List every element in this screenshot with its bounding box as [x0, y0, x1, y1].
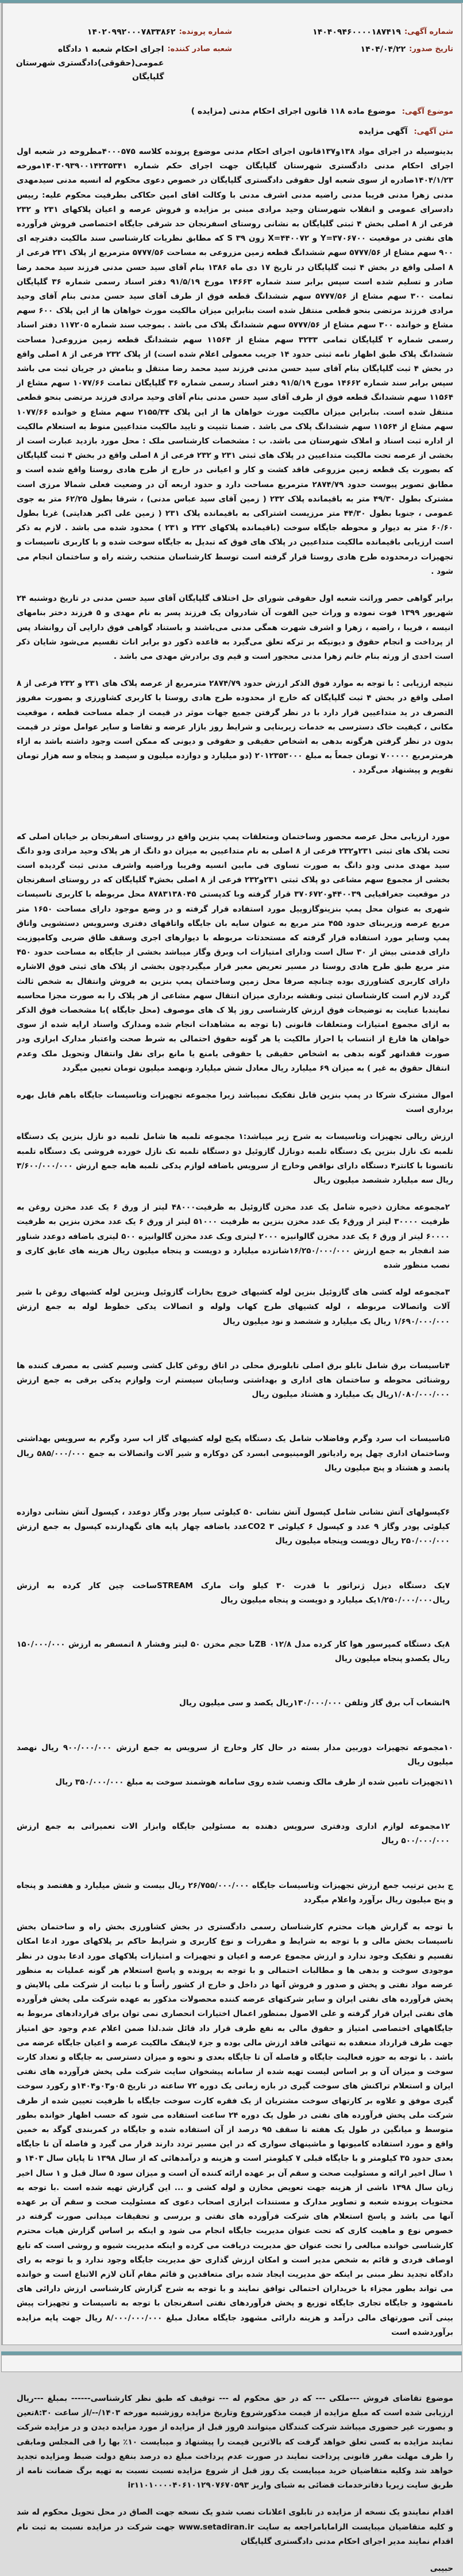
notice-body: [3, 145, 461, 2576]
next-notice-panel: [1, 2355, 462, 2372]
equipment-item: ۱۲مجموعه لوازم اداری ودفتری سرویس دهنده به مسئولین جایگاه وابزار الات تعمیراتی به جمع ارزش ۵۰۰/۰۰۰/۰۰۰ ریال: [17, 1822, 450, 1846]
paragraph-expert-report: با توجه به گزارش هیات محترم کارشناسان رسمی دادگستری در بخش کشاورزی بخش راه و ساختمان بخش تاسیسات بخش مالی و با توجه به شرایط و مقررات و نوع کاربری و شرایط حاکم بر پلاکهای مورد ادعا امکان تقسیم و تفکیک وجود ندارد و ارزش مجموع عرصه و اعیان و تجهیزات و امتیازات پلاکهای مورد ادعا بدون در نظر موجودی سوخت و بدهی ها و مطالبات احتمالی و با توجه به پرونده و پاسخ استعلام هر گونه عملیات به منظور عرضه مواد نفتی و پخش و صدور و فروش آنها در داخل و خارج از کشور رأساً و با نیابت از شرکت ملی پالایش و پخش فرآورده های نفتی ایران و سایر شرکتهای عرضه کننده محصولات مذکور به عهده شرکت ملی پخش فرآورده های نفتی ایران قرار گرفته و علی الاصول بمنظور اعمال اختیارات انحصاری نمی توان برای قراردادهای مربوط به جایگاههای اختصاصی امتیاز و حقوق مالی به نفع طرف قرار داد قائل شد.لذا ضمن اعلام عدم وجود حق امتیاز جهت طرف قرارداد منعقده به تنهائی فاقد ارزش مالی بوده و جزء لاینفک مالکیت عرصه و اعیان جایگاه عرضه می باشد . با توجه به حوزه فعالیت جایگاه و فاصله آن تا جایگاه بعدی و نحوه و میزان دسترسی به جایگاه و تعداد کارت سوخت و میزان آن و بر اساس لیست تهیه شده از سامانه پیشخوان سایت شرکت ملی پخش فرآورده های نفتی ایران و استعلام تراکنش های سوخت گیری در بازه زمانی یک دوره ۷۲ ساعته در تاریخ ۰۵و۰۳و۱۴۰۴و رکورد سوخت گیری موفق و علاوه بر کارتهای سوخت مشتریان از یک فقره کارت سوخت جایگاه با ظرفیت تعیین شده از طرف شرکت ملی پخش فرآورده های نفتی در طول یک دوره ۲۴ ساعت استفاده می شود که حسب اظهار خوانده بطور متوسط و میانگین در طول یک هفته تا سقف ۹۵ درصد از آن استفاده شده و جایگاه در کمربندی گوگد به خمین واقع و مورد استفاده کامیونها و ماشینهای سواری که در این مسیر تردد دارند قرار می گیرد و فاصله آن تا جایگاه بعدی حدود ۳۵ کیلومتر و با جایگاه قبلی ۷ کیلومتر است و هزینه و درآمدهائی که از سال ۱۳۹۸ تا پایان سال ۱۴۰۳ و ۱ سال اخیر ارائه و مسئولیت صحت و سقم آن بر عهده ارائه کننده آن است و میزان سود ۵ سال قبل و ۱ سال اخیر زیان سال ۱۳۹۸ ناشی از هزینه جهت تعویض مخازن و لوله کشی و ... این گزارش تهیه شده است .با توجه به محتویات پرونده شعبه و تصاویر مدارک و مستندات ابرازی اصحاب دعوی که مسئولیت صحت و سقم آن بر عهده آنها می باشد و پاسخ استعلام های شرکت فرآورده های نفتی و بررسی و تحقیقات میدانی صورت گرفته در خصوص نوع و ماهیت کاری که تحت عنوان مدیریت جایگاه انجام می شود و اینکه بر اساس گزارش هیات محترم کارشناسی خوانده مبالغی را تحت عنوان حق مدیریت دریافت می کرده و اینکه مدیریت شیوه و روشی است که تابع اوصاف فردی و قائم به شخص مدیر است و امکان ارزش گذاری حق مدیریت جایگاه وجود ندارد و با توجه به رای دادگاه تجدید نظر مبنی بر اینکه حق مدیریت ایجاد شده برای متعاقدین و قائم مقام آنان لازم الاتباع است و خوانده می تواند بطور مجزاء با خریداران احتمالی توافق نمایند و با توجه به شرح گزارش کارشناسی ارزش دارائی های نامشهود و جایگاه تجاری جایگاه توزیع و پخش فرآوردهای نفتی اسفرنجان با توجه به تاسیسات و تجهیزات پیش بینی آتی صورتهای مالی درآمد و هزینه دارائی مشهود جایگاه معادل مبلغ ۸/۰۰۰/۰۰۰/۰۰۰ ریال جهت پایه مزایده برآوردشده است: [17, 1922, 454, 2337]
case-number-label: شماره پرونده:: [179, 28, 232, 36]
issue-date-value: ۱۴۰۴/۰۴/۲۲: [360, 45, 406, 54]
paragraph-property-description: بدینوسیله در اجرای مواد ۱۳۸و۱۳۷قانون اجرای احکام مدنی موضوع پرونده کلاسه ۴۰۰۰۵۷۵مطروحه در شعبه اول اجرای احکام مدنی دادگستری شهرستان گلپایگان جهت اجرای حکم شماره ۱۴۰۳۰۹۳۹۰۰۱۴۲۳۵۳۴۱مورخه ۱۴۰۴/۱/۲۳صادره از سوی شعبه اول حقوقی دادگستری گلپایگان در خصوص دعوی محکوم له انسیه مدنی سیدمهدی مدنی زهرا مدنی فریبا مدنی راضیه مدنی اشرف مدنی با وکالت اقای امین حکاکی بطرفیت محکوم علیه: رییس دادسرای عمومی و انقلاب شهرستان وحید مرادی مبنی بر مزایده و فروش عرصه و اعیان پلاکهای ۲۳۱ و ۲۳۲ فرعی از ۸ اصلی بخش ۴ ثبتی گلپایگان به نشانی روستای اسفرنجان حد شرقی جایگاه اختصاصی فروش فرآورده های نفتی در موقعیت ۳۷۰۶۷۰۰=Y و ۴۴۰۰۷۲=X زون ۳۹ S که مطابق نظریات کارشناسی سند مالکیت دفترچه ای ۹۰۰ سهم مشاع از ۵۷۷۷/۵۶ سهم ششدانگ قطعه زمین مزروعی به مساحت ۵۷۷۷/۵۶ مترمربع از پلاک ۲۳۱ فرعی از ۸ اصلی واقع در بخش ۴ ثبت گلپایگان در تاریخ ۱۷ دی ماه ۱۳۸۶ بنام آقای سید حسن مدنی فرزند سید محمد رضا صادر و تسلیم شده است سپس برابر سند شماره ۱۴۶۶۳ مورخ ۹۱/۵/۱۹ دفتر اسناد رسمی شماره ۳۶ گلپایگان تمامت ۳۰۰ سهم مشاع از ۵۷۷۷/۵۶ سهم ششدانگ قطعه فوق از طرف آقای سید حسن مدنی بنام آقای وحید مرادی فرزند مرتضی بنحو قطعی منتقل شده است بنابراین میزان مالکیت مورث خواهان ها از این پلاک ۶۰۰ سهم مشاع و خوانده ۳۰۰ سهم مشاع از ۵۷۷۷/۵۶ سهم ششدانگ پلاک می باشد . بموجب سند شماره ۱۱۷۲۰۵ دفتر اسناد رسمی شماره ۲ گلپایگان تمامی ۳۲۳۳ سهم مشاع از ۱۱۵۶۴ سهم ششدانگ قطعه زمین مزروعی( مساحت ششدانگ پلاک طبق اظهار نامه ثبتی حدود ۱۴ جریب معمولی اعلام شده است) از پلاک ۲۳۲ فرعی از ۸ اصلی واقع در بخش ۴ ثبت گلپایگان بنام آقای سید حسن مدنی فرزند سید محمد رضا منتقل و بنامش در جریان ثبت می باشد سپس برابر سند شماره ۱۴۶۶۲ مورخ ۹۱/۵/۱۹ دفتر اسناد رسمی شماره ۳۶ گلپایگان تمامت ۱۰۷۷/۶۶ سهم مشاع از ۱۱۵۶۴ سهم ششدانگ قطعه فوق از طرف آقای سید حسن مدنی بنام آقای وحید مرادی فرزند مرتضی بنحو قطعی منتقل شده است. بنابراین میزان مالکیت مورث خواهان ها از این پلاک ۲۱۵۵/۳۴ سهم مشاع و خوانده ۱۰۷۷/۶۶ سهم مشاع از ۱۱۵۶۴ سهم ششدانگ پلاک می باشد . ضمنا تثبیت و تایید مالکیت متداعیین منوط به استعلام مالکیت از اداره ثبت اسناد و املاک شهرستان می باشد. ب : مشخصات کارشناسی ملک : محل مورد بازدید عبارت است از بخشی از عرصه تحت مالکیت متداعیین در پلاک های ثبتی ۲۳۱ و ۲۳۲ فرعی از ۸ اصلی واقع در بخش ۴ ثبت گلپایگان که بصورت یک قطعه زمین مزروعی فاقد کشت و کار و اعیانی در خارج از طرح هادی روستا واقع شده است و مطابق تصویر پیوست حدود ۲۸۷۴/۷۹ مترمربع مساحت دارد و حدود اربعه آن در وضعیت فعلی شمالا مرزی است مشترک بطول ۴۹/۳۰ متر به باقیمانده پلاک ۲۳۲ ( زمین آقای سید عباس مدنی) ، شرقا بطول ۶۲/۲۵ متر به جوی عمومی ، جنوبا بطول ۴۴/۳۰ متر مرزیست اشتراکی به باقیمانده پلاک ۲۳۱ ( زمین علی اکبر هدایتی) غربا بطول ۶۰/۶۰ متر به دیوار و محوطه جایگاه سوخت (باقیمانده پلاکهای ۲۳۲ و ۲۳۱ ) محدود شده می باشد . لازم به ذکر است ارزیابی باقیمانده مالکیت متداعیین در پلاک های فوق که تبدیل به جایگاه سوخت شده و با کاربری تاسیسات و تجهیزات درمحدوده طرح هادی روستا قرار گرفته است توسط کارشناسان منتخب رشته راه و ساختمان انجام می شود .: [17, 147, 454, 576]
notice-text-heading: [3, 125, 461, 139]
equipment-item: ۷یک دستگاه دیزل ژنراتور با قدرت ۳۰ کیلو وات مارک STREAMساخت چین کار کرده به ارزش ریال۱/۲۵۰/۰۰۰/۰۰۰یک میلیارد و دویست و پنجاه میلیون ریال: [17, 1581, 450, 1605]
signature: حبیبی: [430, 2564, 453, 2574]
issuer: [11, 43, 232, 84]
issuer-label: شعبه صادر کننده:: [167, 45, 232, 53]
case-number: [11, 25, 232, 39]
paragraph-equipment-value: ارزش ریالی تجهیزات وتاسیسات به شرح زیر میباشد:۱ مجموعه تلمبه ها شامل تلمبه دو نازل بنزین یک دستگاه تلمبه تک نازل بنزین یک دستگاه تلمبه دونازل گازوئیل دو دستگاه تلمبه تک نازل خورده فروشی یک دستگاه تلمبه تاتسونا با کانتر۴ دستگاه دارای نواقص وخارج از سرویس باضافه لوازم یدکی تلمبه هابه جمع ارزش ۳/۶۰۰/۰۰۰/۰۰۰ ریال سه میلیارد ششصد میلیون ریال: [17, 1132, 453, 1185]
paragraph-auction-terms: موضوع تقاضای فروش ---ملکی --- که در حق محکوم له --- توقیف که طبق نظر کارشناسی------ بمبلغ ---ریال ارزیابی شده است که مبلغ مزایده از قیمت مذکورشروع وتاریخ مزایده روزشنبه مورخه ۱۴۰۳/--/از ساعت ۸:۳۰تعین و بصورت غیر حضوری میباشد شرکت کنندگان میتوانند ۵روز قبل از مزایده از مورد مزایده دیدن و در مزایده شرکت نمایند مزایده به کسی تعلق خواهد گرفت که بالاترین قیمت را پیشنهاد و میبایست ۱۰٪ بها را فی المجلس ومابقی را ظرف مهلت مقرر قانونی پرداخت نمایند در صورت عدم پرداخت مبلغ ده درصد بنفع دولت ضبط ومزایده تجدید خواهد شد وکلیه متقاضیان خرید میبایست یک روز قبل از شروع مزایده نسبت نسبت به تهیه برگ ضمانت نامه از طریق سایت زیریا دفاترخدمات قضائی به شبای واریز ir۱۱۰۱۰۰۰۰۴۰۶۱۰۱۲۹۰۷۶۷۰۵۹۳: [17, 2393, 453, 2490]
subject-value: موضوع ماده ۱۱۸ قانون اجرای احکام مدنی (مزایده ): [191, 107, 396, 116]
paragraph-station-valuation: مورد ارزیابی محل عرصه محصور وساختمان ومتعلقات پمپ بنزین واقع در روستای اسفرنجان بر خیابان اصلی که تحت پلاک های ثبتی ۲۳۱و۲۳۲ فرعی از ۸ اصلی به نام متداعیین به میزان دو دانگ از هر پلاک وحید مرادی ودو دانگ سید مهدی مدنی ودو دانگ به صورت تساوی فی مابین انسیه وفریبا وراضیه واشرف مدنی ثبت گردیده است بخشی از مجموع سهم مشاعی دو پلاک ثبتی ۲۳۱و۲۳۲ فرعی از ۸ اصلی بخش۴ گلپایگان که در روستای اسفرنجان در موقعیت جغرافیایی ۴۴۰۰۳۹و۳۷۰۶۷۲۰ قرار گرفته وبا کدپستی ۸۷۸۳۱۳۸۰۴۵ محل مربوطه با کاربری تاسیسات شهری به عنوان محل پمپ بنزینوگازوییل مورد استفاده قرار گرفته و در وضع موجود دارای مساحت ۱۶۵۰ متر مربع عرصه وزیربنای حدود ۴۵۵ متر مربع به عنوان سایه بان جایگاه واتاقهای دفتری وسرویس دستشویی واتاق پمپ وسایر مورد استفاده قرار گرفته که مستحدثات مربوطه با دیوارهای اجری وسقف طاق ضربی وکامپوزیت دارای قدمتی بیش از ۳۰ سال است ودارای امتیازات اب وبرق وگاز میباشد بخشی از جایگاه به مساحت حدود ۴۵۰ متر مربع طبق طرح هادی روستا در مسیر تعریض معبر قرار میگیردچون بخشی از پلاک های ثبتی فوق الاشاره دارای کاربری کشاورزی بوده چنانچه صرفا محل زمین وساختمان پمپ بنزین به فروش وانتقال به شخص ثالث گردد لازم است کارشناسان ثبتی ونقشه برداری میزان انتقال سهم مشاعی از هر پلاک را به صورت مجزا محاسبه نمایندبا عنایت به توضیحات فوق ارزش کارشناسی روز پلا ک های موصوف (محل جایگاه )با مشخصات فوق الذکر به ازای مجموع امتیازات ومتعلقات قانونی (با توجه به مشاهدات انجام شده ومدارک واسناد ارایه شده از سوی خواهان ها فارغ از انتساب یا احراز مالکیت یا هر گونه حقوق احتمالی به شرط صحت واعتبار مدارک ابرازی ودر صورت فقدانهر گونه بدهی به اشخاص حقیقی یا حقوقی یامنع یا مانع برای نقل وانتقال وتحویل ملک وعدم انتقال حقوق به غیر ) به میزان ۶۹ میلیارد ریال معادل شش میلیارد ونهصد میلیون تومان تعیین میگردد: [17, 832, 450, 1073]
equipment-item: ۹انشعاب آب برق گاز وتلفن ۱۳۰/۰۰۰/۰۰۰ریال یکصد و سی میلیون ریال: [179, 1698, 450, 1708]
text-title: آگهی مزایده: [358, 127, 408, 136]
case-number-value: ۱۴۰۲۰۹۹۲۰۰۰۷۸۳۳۸۶۲: [87, 28, 176, 37]
notice-subject: [3, 105, 461, 119]
paragraph-total-equipment-value: ج بدین ترتیب جمع ارزش تجهیزات وتاسیسات جایگاه ۲۶/۷۵۵/۰۰۰/۰۰۰ ریال بیست و شش میلیارد و هفتصد و پنجاه و پنج میلیون ریال برآورد واعلام میگردد: [17, 1880, 453, 1905]
equipment-item: ۶کپسولهای آتش نشانی شامل کپسول آتش نشانی ۵۰ کیلوئی سیار پودر وگاز دوعدد ، کپسول آتش نشانی دوازده کیلوئی پودر وگاز ۹ عدد و کپسول ۶ کیلوئی CO2 ۳عدد باضافه چهار پایه های نگهدارنده کپسول به جمع ارزش ۲۵۰/۰۰۰/۰۰۰ ریال دویست وپنجاه میلیون ریال: [17, 1508, 450, 1546]
notice-number-value: ۱۴۰۴۰۹۴۶۰۰۰۰۱۸۷۴۱۹: [312, 28, 401, 37]
paragraph-joint-property: اموال مشترک شرکا در پمپ بنزین قابل تفکیک نمیباشد زیرا مجموعه تجهیزات وتاسیسات جایگاه باهم قابل بهره برداری است: [17, 1090, 453, 1115]
issuer-value: اجرای احکام شعبه ۱ دادگاه عمومی(حقوقی)دادگستری شهرستان گلپایگان: [16, 45, 164, 82]
issue-date: [232, 43, 453, 84]
notice-number-label: شماره آگهی:: [404, 28, 453, 36]
equipment-item: ۸یک دستگاه کمپرسور هوا کار کرده مدل ZB ۰۱۲/۸با حجم مخزن ۵۰ لیتر وفشار ۸ اتمسفر به ارزش ۱۵۰/۰۰۰/۰۰۰ ریال یکصدو پنجاه میلیون ریال: [17, 1640, 450, 1664]
paragraph-valuation-result: نتیجه ارزیابی : با توجه به موارد فوق الذکر ارزش حدود ۲۸۷۴/۷۹ مترمربع از عرصه پلاک های ۲۳۱ و ۲۳۲ فرعی از ۸ اصلی واقع در بخش ۴ ثبت گلپایگان که خارج از محدوده طرح هادی روستا با کاربری کشاورزی و بصورت مفروز التصرف در ید متداعیین قرار دارد با در نظر گرفتن جمیع جهات موثر در قیمت از جمله مساحت قطعه ، موقعیت مکانی ، کیفیت خاک دسترسی به خدمات زیربنایی و شرایط روز بازار عرضه و تقاضا و سایر عوامل موثر در قیمت بدون در نظر گرفتن هرگونه بدهی به اشخاص حقیقی و حقوقی و دیونی که ممکن است وجود داشته باشد به ازاء هرمترمربع ۷۰۰۰۰۰ تومان جمعاً به مبلغ ۲۰۱۲۳۵۳۰۰۰ (دو میلیارد و دوازده میلیون و سیصد و پنجاه و سه هزار تومان تقویم و پیشنهاد می‌گردد .: [17, 679, 453, 775]
notice-number: [232, 25, 453, 39]
issue-date-label: تاریخ صدور:: [409, 45, 453, 53]
notice-panel: [1, 3, 462, 2574]
header-row-1: [3, 25, 461, 39]
equipment-item: ۵تاسیسات اب سرد وگرم وفاضلاب شامل یک دستگاه پکیج لوله کشیهای گاز اب سرد وگرم به سرویس بهداشتی وساختمان اداری چهل پره رادیاتور الومینیومی ابسرد کن دوکاره و شیر آلات واتصالات به جمع ۵۸۵/۰۰۰/۰۰۰ ریال پانصد و هشتاد و پنج میلیون ریال: [17, 1434, 450, 1473]
paragraph-inheritance: برابر گواهی حصر وراثت شعبه اول حقوقی شورای حل اختلاف گلپایگان آقای سید حسن مدنی در تاریخ دوشنبه ۲۴ شهریور ۱۳۹۹ فوت نموده و وراث حین الفوت آن شادروان یک فرزند پسر به نام مهدی و ۵ فرزند دختر بنامهای انیسه ، فریبا ، راضیه ، زهرا و اشرف شهرت همگی مدنی می‌باشند و باستناد گواهی فوق دارایی آن روانشاد پس از پرداخت و انجام حقوق و دیونیکه بر ترکه تعلق می‌گیرد به قاعده ذکور دو برابر اناث تقسیم می‌شود شایان ذکر است احدی از ورثه بنام خانم زهرا مدنی محجور است و قیم وی برادرش مهدی می باشد .: [17, 594, 453, 661]
equipment-item: ۳مجموعه لوله کشی های گازوئیل بنزین لوله کشیهای خروج بخارات گازوئیل وبنزین لوله کشیهای روغن با شیر آلات واتصالات مربوطه ، لوله کشیهای طرح کهاب ولوله و اتصالات یدکی خطوط لوله به جمع ارزش ۱/۶۹۰/۰۰۰/۰۰۰ ریال یک میلیارد و ششصد و نود میلیون ریال: [17, 1288, 450, 1326]
text-label: متن آگهی:: [414, 128, 453, 136]
equipment-item: ۱۱تجهیزات تامین شده از طرف مالک ونصب شده روی سامانه هوشمند سوخت به مبلغ ۳۵۰/۰۰۰/۰۰۰ ریال: [55, 1778, 453, 1787]
paragraph-registration: اقدام نمایندو یک نسخه از مزایده در تابلوی اعلانات نصب شدو یک نسخه جهت الصاق در محل تحویل محکوم له شد و کلیه متقاضیان میبایست الزامابامراجعه به سایت www.setadiran.ir جهت شرکت در مزایده نسبت به ثبت نام اقدام نمایند مدیر اجرای احکام مدنی دادگستری گلپایگان: [17, 2508, 453, 2546]
equipment-item: ۱۰مجموعه تجهیزات دوربین مدار بسته در حال کار وخارج از سرویس به جمع ارزش ۹۰۰/۰۰۰/۰۰۰ ریال نهصد میلیون ریال: [17, 1743, 453, 1767]
header-row-2: [3, 43, 461, 84]
equipment-item: ۴تاسیسات برق شامل تابلو برق اصلی تابلوبرق محلی در اتاق روغن کابل کشی وسیم کشی به مصرف کننده ها روشنائی محوطه و ساختمان های اداری و بهداشتی وسایبان سیستم ارت ولوازم یدکی برقی به جمع ارزش ۱/۰۸۰/۰۰۰/۰۰۰ریال یک میلیارد و هشتاد میلیون ریال: [17, 1361, 450, 1400]
equipment-item: ۲مجموعه مخازن ذخیره شامل یک عدد مخزن گازوئیل به ظرفیت۴۸۰۰۰ لیتر از ورق ۶ یک عدد مخزن روغن به ظرفیت ۳۰۰۰۰ لیتر از ورق۶ یک عدد مخزن بنزین به ظرفیت ۵۱۰۰۰ لیتر از ورق ۶ یک عدد مخزن بنزین به ظرفیت ۶۰۰۰۰ لیتر از ورق ۶ یک عدد مخزن گالوانیزه ۲۰۰۰ لیتری ویک عدد مخزن گالوانیزه ۵۰۰ لیتری باضافه دوعدد شناور ضد انفجار به جمع ارزش ۱۶/۲۵۰/۰۰۰/۰۰۰شانزده میلیارد و دویست و پنجاه میلیون ریال هزینه های عایق کاری و نصب منظور شده: [17, 1203, 450, 1270]
subject-label: موضوع آگهی:: [402, 107, 453, 116]
